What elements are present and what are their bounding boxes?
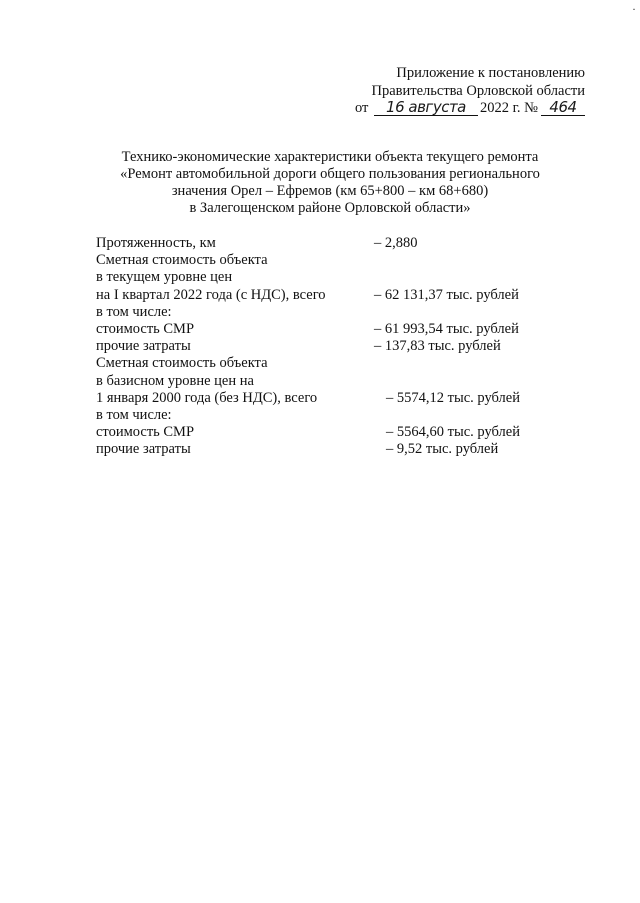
characteristic-label: прочие затраты: [96, 338, 191, 355]
characteristic-label: на I квартал 2022 года (с НДС), всего: [96, 286, 326, 303]
characteristic-label: прочие затраты: [96, 441, 191, 458]
characteristic-label: Сметная стоимость объекта: [96, 355, 268, 372]
date-prefix: от: [354, 100, 369, 116]
characteristic-row: [96, 252, 576, 269]
handwritten-date: 16 августа: [374, 100, 478, 116]
characteristic-row: [96, 390, 576, 407]
characteristic-row: [96, 441, 576, 458]
characteristic-row: [96, 235, 576, 252]
title-line-4: в Залегощенском районе Орловской области»: [189, 200, 471, 216]
characteristic-label: стоимость СМР: [96, 424, 195, 441]
characteristics-list: [96, 235, 576, 458]
characteristic-label: 1 января 2000 года (без НДС), всего: [96, 389, 318, 406]
characteristic-value: – 2,880: [374, 235, 418, 251]
characteristic-value: – 5574,12 тыс. рублей: [386, 389, 520, 406]
document-title: [80, 149, 580, 217]
characteristic-label: Сметная стоимость объекта: [96, 252, 268, 269]
characteristic-row: [96, 287, 576, 304]
appendix-line-1: Приложение к постановлению: [396, 65, 585, 81]
year-and-number-label: 2022 г. №: [479, 100, 538, 116]
title-line-1: Технико-экономические характеристики объекта текущего ремонта: [121, 149, 539, 165]
characteristic-value: – 9,52 тыс. рублей: [386, 441, 499, 458]
corner-mark: ·: [632, 2, 636, 16]
characteristic-label: в текущем уровне цен: [96, 269, 233, 286]
characteristic-value: – 61 993,54 тыс. рублей: [374, 320, 519, 337]
characteristic-row: [96, 304, 576, 321]
appendix-line-2: Правительства Орловской области: [371, 82, 585, 99]
characteristic-label: стоимость СМР: [96, 320, 195, 337]
characteristic-row: [96, 407, 576, 424]
title-line-2: «Ремонт автомобильной дороги общего пользования регионального: [120, 166, 540, 182]
appendix-date-line: [300, 100, 585, 118]
characteristic-label: Протяженность, км: [96, 235, 216, 251]
title-line-3: значения Орел – Ефремов (км 65+800 – км 68+680): [171, 183, 489, 199]
characteristic-value: – 62 131,37 тыс. рублей: [374, 286, 519, 303]
characteristic-row: [96, 338, 576, 355]
characteristic-row: [96, 424, 576, 441]
characteristic-label: в базисном уровне цен на: [96, 372, 254, 389]
characteristic-value: – 137,83 тыс. рублей: [374, 338, 501, 355]
characteristic-row: [96, 321, 576, 338]
characteristic-row: [96, 355, 576, 372]
appendix-header: [300, 65, 585, 118]
characteristic-label: в том числе:: [96, 406, 172, 423]
handwritten-number: 464: [541, 100, 585, 116]
characteristic-row: [96, 373, 576, 390]
characteristic-value: – 5564,60 тыс. рублей: [386, 424, 520, 441]
characteristic-row: [96, 269, 576, 286]
characteristic-label: в том числе:: [96, 303, 172, 320]
